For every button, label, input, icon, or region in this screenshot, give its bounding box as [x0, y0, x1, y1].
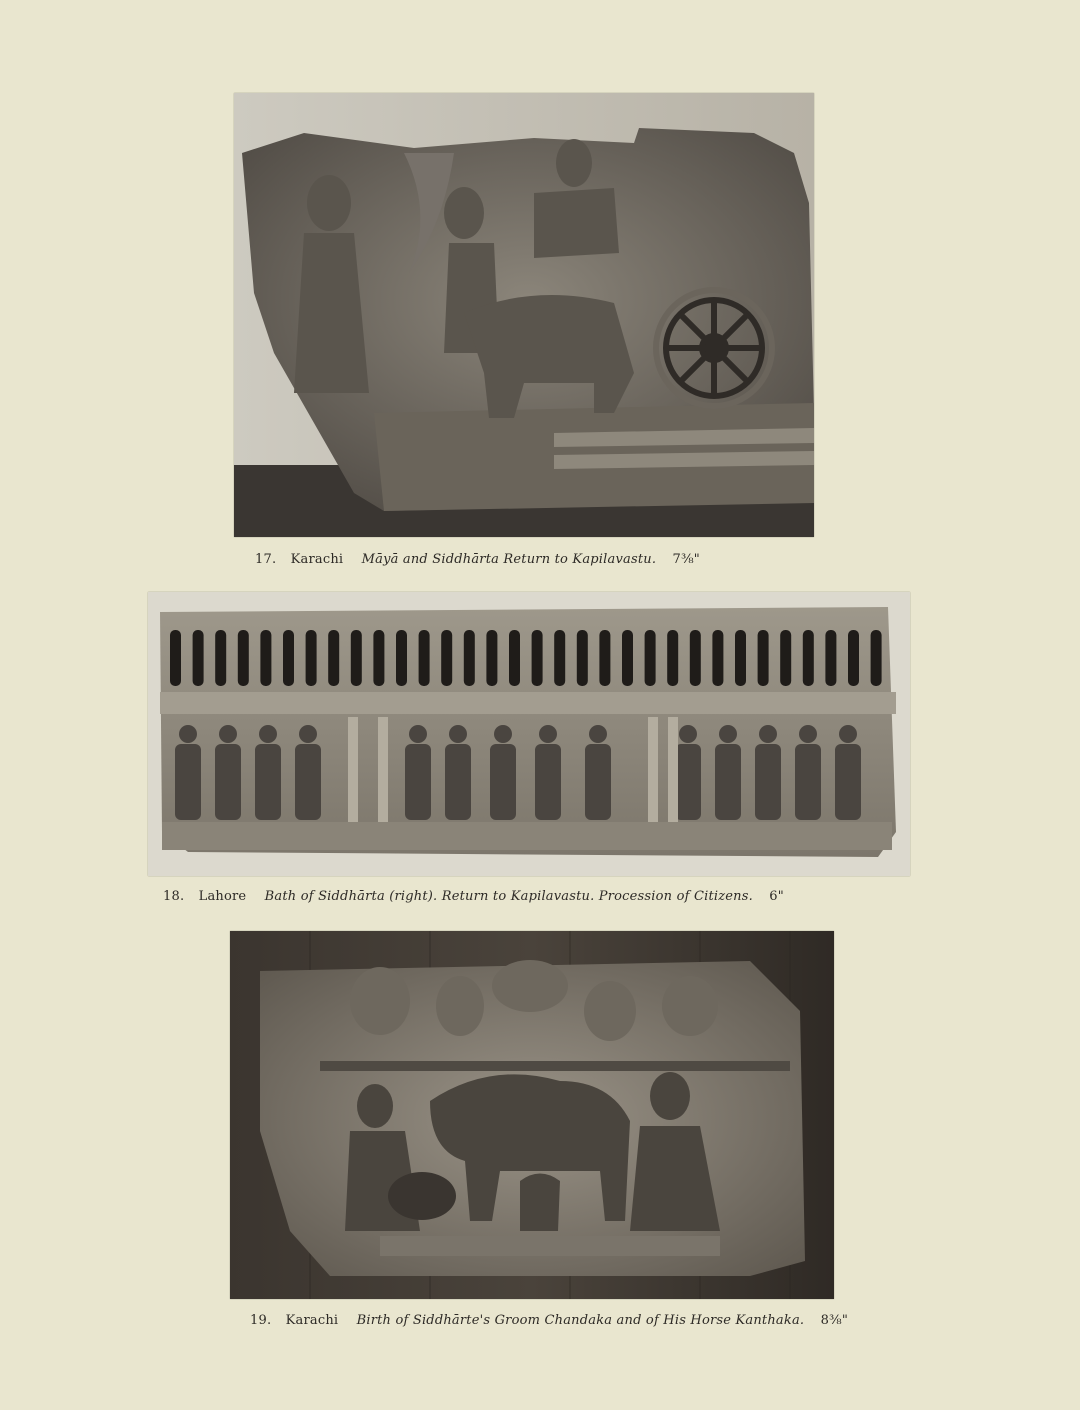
caption-plate-18	[163, 889, 784, 904]
plate-location: Karachi	[290, 552, 344, 567]
frieze-pillar	[348, 717, 358, 822]
frieze-figure-head	[494, 725, 512, 743]
frieze-figure-head	[539, 725, 557, 743]
frieze-figure-body	[445, 744, 471, 820]
frieze-figure-body	[835, 744, 861, 820]
frieze-arcade-opening	[667, 630, 678, 686]
relief-photo-19	[230, 931, 834, 1299]
frieze-figure-body	[215, 744, 241, 820]
frieze-figure-head	[179, 725, 197, 743]
frieze-figure-body	[255, 744, 281, 820]
photo-plate-19-relief	[230, 931, 834, 1299]
frieze-pillar	[378, 717, 388, 822]
frieze-arcade-opening	[419, 630, 430, 686]
frieze-figure-body	[675, 744, 701, 820]
frieze-figure-head	[299, 725, 317, 743]
frieze-arcade-opening	[238, 630, 249, 686]
plate-size: 7⅜"	[672, 552, 700, 567]
frieze-arcade-opening	[780, 630, 791, 686]
frieze-figure-head	[589, 725, 607, 743]
frieze-arcade-opening	[193, 630, 204, 686]
frieze-figure-head	[219, 725, 237, 743]
frieze-figure-body	[585, 744, 611, 820]
photo-plate-18-frieze	[148, 592, 910, 876]
relief-photo-17	[234, 93, 814, 537]
frieze-arcade-opening	[645, 630, 656, 686]
caption-plate-17	[255, 552, 700, 567]
frieze-arcade-opening	[622, 630, 633, 686]
frieze-arcade-opening	[509, 630, 520, 686]
frieze-figure-body	[175, 744, 201, 820]
plate-title: Bath of Siddhārta (right). Return to Kapilavastu. Procession of Citizens.	[264, 889, 753, 904]
frieze-figure-body	[755, 744, 781, 820]
plate-title: Birth of Siddhārte's Groom Chandaka and of His Horse Kanthaka.	[356, 1313, 805, 1328]
frieze-arcade-opening	[486, 630, 497, 686]
caption-plate-19	[250, 1313, 848, 1328]
frieze-arcade-opening	[441, 630, 452, 686]
frieze-figure-head	[409, 725, 427, 743]
frieze-figure-body	[490, 744, 516, 820]
frieze-arcade-opening	[351, 630, 362, 686]
frieze-arcade-opening	[260, 630, 271, 686]
frieze-pillar	[668, 717, 678, 822]
frieze-arcade-opening	[735, 630, 746, 686]
frieze-arcade-opening	[328, 630, 339, 686]
frieze-figure-body	[535, 744, 561, 820]
frieze-arcade-opening	[712, 630, 723, 686]
frieze-arcade-opening	[758, 630, 769, 686]
frieze-arcade-opening	[577, 630, 588, 686]
plate-number: 17.	[255, 552, 277, 567]
frieze-arcade-opening	[599, 630, 610, 686]
frieze-arcade-opening	[848, 630, 859, 686]
frieze-arcade-opening	[690, 630, 701, 686]
frieze-figure-head	[839, 725, 857, 743]
plate-number: 19.	[250, 1313, 272, 1328]
frieze-figure-body	[405, 744, 431, 820]
plate-size: 6"	[769, 889, 784, 904]
frieze-figure-head	[799, 725, 817, 743]
frieze-arcade-opening	[464, 630, 475, 686]
frieze-arcade-opening	[283, 630, 294, 686]
frieze-arcade-opening	[373, 630, 384, 686]
plate-number: 18.	[163, 889, 185, 904]
frieze-figure-head	[719, 725, 737, 743]
plate-location: Lahore	[198, 889, 247, 904]
plate-location: Karachi	[285, 1313, 339, 1328]
photo-plate-17-relief	[234, 93, 814, 537]
plate-size: 8⅜"	[820, 1313, 849, 1328]
frieze-arcade-opening	[825, 630, 836, 686]
frieze-arcade-opening	[554, 630, 565, 686]
relief-photo-18	[148, 592, 910, 876]
plate-title: Māyā and Siddhārta Return to Kapilavastu.	[361, 552, 657, 567]
frieze-figure-head	[259, 725, 277, 743]
frieze-arcade-opening	[396, 630, 407, 686]
frieze-figure-head	[679, 725, 697, 743]
frieze-arcade-opening	[306, 630, 317, 686]
frieze-figure-head	[449, 725, 467, 743]
frieze-figure-body	[715, 744, 741, 820]
frieze-figure-head	[759, 725, 777, 743]
frieze-arcade-opening	[170, 630, 181, 686]
frieze-figure-body	[295, 744, 321, 820]
frieze-arcade-opening	[871, 630, 882, 686]
frieze-arcade-opening	[803, 630, 814, 686]
frieze-arcade-opening	[215, 630, 226, 686]
frieze-arcade-opening	[532, 630, 543, 686]
frieze-figure-body	[795, 744, 821, 820]
frieze-pillar	[648, 717, 658, 822]
